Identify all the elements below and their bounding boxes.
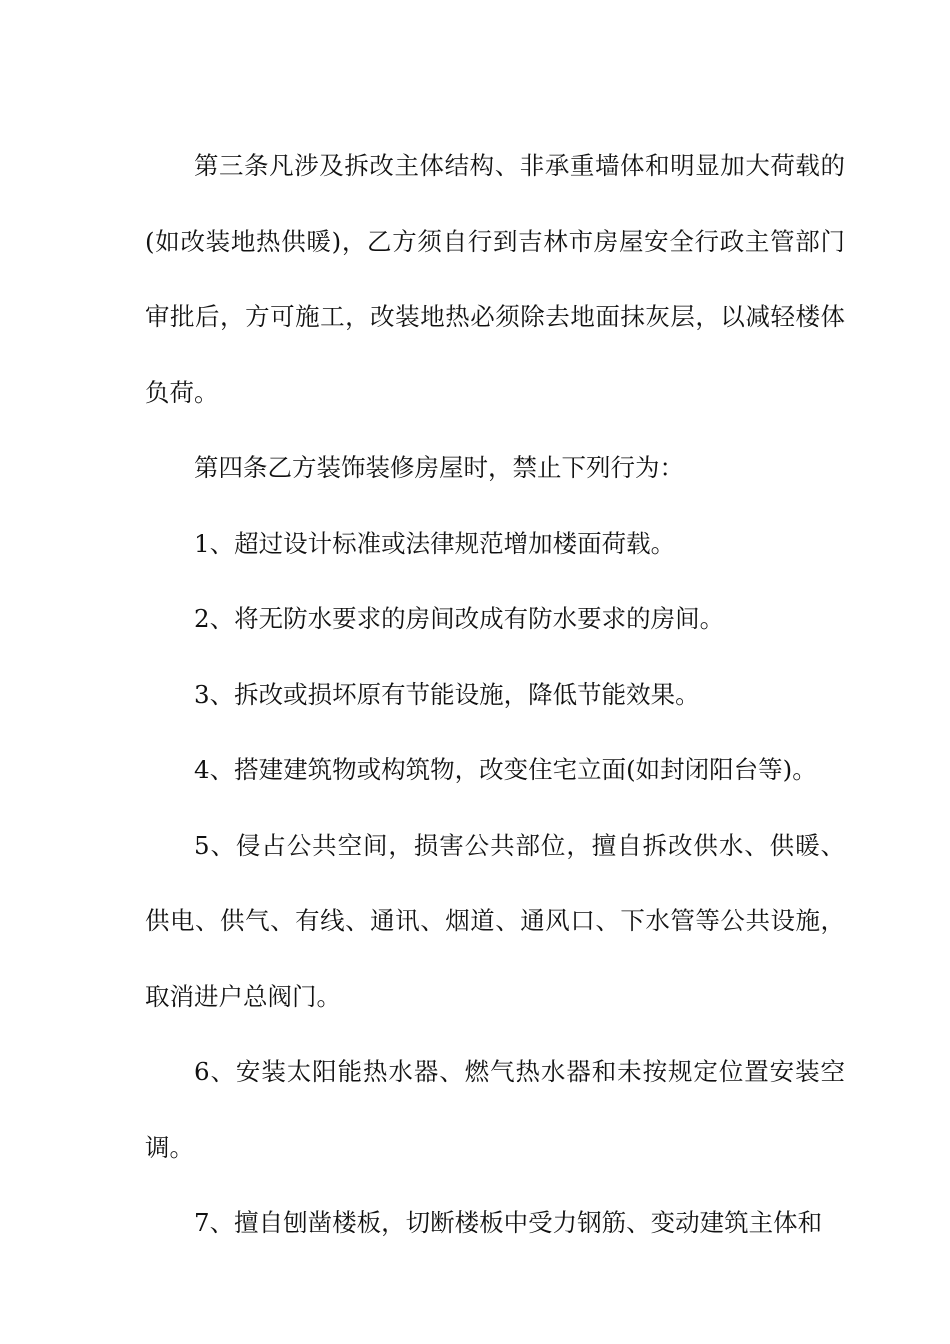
paragraph-article-4: 第四条乙方装饰装修房屋时，禁止下列行为： bbox=[194, 453, 684, 482]
list-item-4: 4、搭建建筑物或构筑物，改变住宅立面(如封闭阳台等)。 bbox=[194, 755, 817, 784]
list-item-1: 1、超过设计标准或法律规范增加楼面荷载。 bbox=[194, 528, 676, 558]
document-body bbox=[145, 128, 845, 1261]
list-item-5: 5、侵占公共空间，损害公共部位，擅自拆改供水、供暖、供电、供气、有线、通讯、烟道、通风口、下水管等公共设施，取消进户总阀门。 bbox=[145, 830, 845, 1011]
list-item-6: 6、安装太阳能热水器、燃气热水器和未按规定位置安装空调。 bbox=[145, 1057, 845, 1162]
list-item-7: 7、擅自刨凿楼板，切断楼板中受力钢筋、变动建筑主体和 bbox=[194, 1208, 823, 1237]
paragraph-article-3: 第三条凡涉及拆改主体结构、非承重墙体和明显加大荷载的(如改装地热供暖)，乙方须自行到吉林市房屋安全行政主管部门审批后，方可施工，改装地热必须除去地面抹灰层，以减轻楼体负荷。 bbox=[145, 151, 845, 407]
list-item-3: 3、拆改或损坏原有节能设施，降低节能效果。 bbox=[194, 679, 700, 709]
list-item-2: 2、将无防水要求的房间改成有防水要求的房间。 bbox=[194, 604, 725, 633]
